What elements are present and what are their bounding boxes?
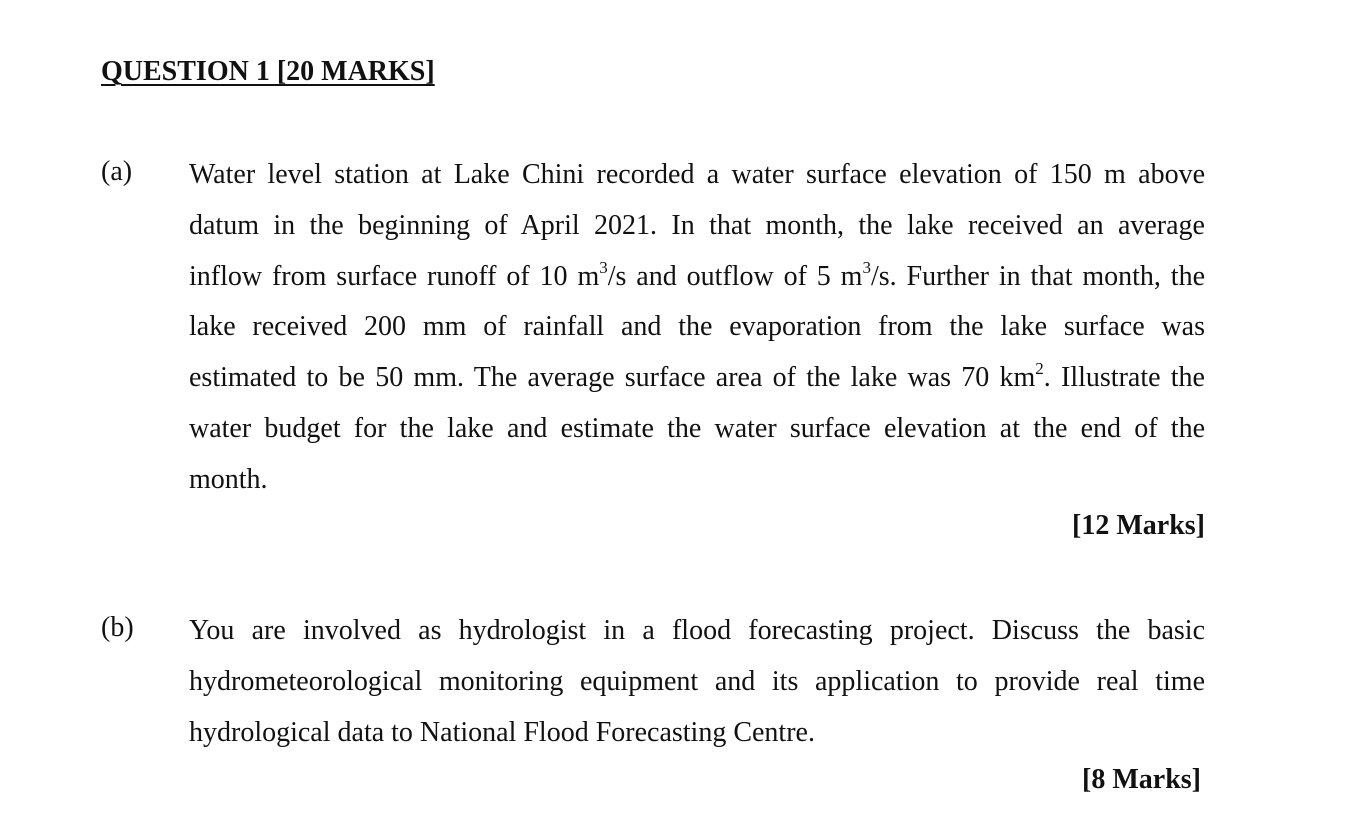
part-a-line-4: lake received 200 mm of rainfall and the evaporation from the lake surface was [189,311,1205,343]
part-b-line-2: hydrometeorological monitoring equipment and its application to provide real time [189,665,1205,697]
square-superscript: 2 [1035,359,1044,379]
line-3-text-3: /s. Further in that month, the [870,260,1206,292]
part-b-label: (b) [101,612,134,643]
part-a-line-1: Water level station at Lake Chini recorded a water surface elevation of 150 m above [189,159,1205,190]
cubic-superscript-1: 3 [599,257,608,277]
part-a-line-7: month. [189,463,268,495]
part-a-line-3 [189,252,1205,303]
part-a-line-2: datum in the beginning of April 2021. In that month, the lake received an average [189,209,1205,241]
line-5-text-1: estimated to be 50 mm. The average surface area of the lake was 70 km [189,362,1036,394]
part-a-text [189,150,1205,506]
line-3-text-1: inflow from surface runoff of 10 m [189,260,600,292]
part-b-text [189,606,1205,758]
question-heading: QUESTION 1 [20 MARKS] [101,56,435,87]
part-a-line-5 [189,353,1205,404]
part-a-marks: [12 Marks] [1072,510,1205,541]
part-a-label: (a) [101,156,133,187]
part-b-line-3: hydrological data to National Flood Forecasting Centre. [189,716,815,748]
part-b-marks: [8 Marks] [1082,764,1201,795]
line-5-text-2: . Illustrate the [1043,362,1205,394]
part-a-line-6: water budget for the lake and estimate the water surface elevation at the end of the [189,412,1205,444]
line-3-text-2: /s and outflow of 5 m [607,260,863,292]
part-b-line-1: You are involved as hydrologist in a flood forecasting project. Discuss the basic [189,615,1205,646]
cubic-superscript-2: 3 [862,257,871,277]
